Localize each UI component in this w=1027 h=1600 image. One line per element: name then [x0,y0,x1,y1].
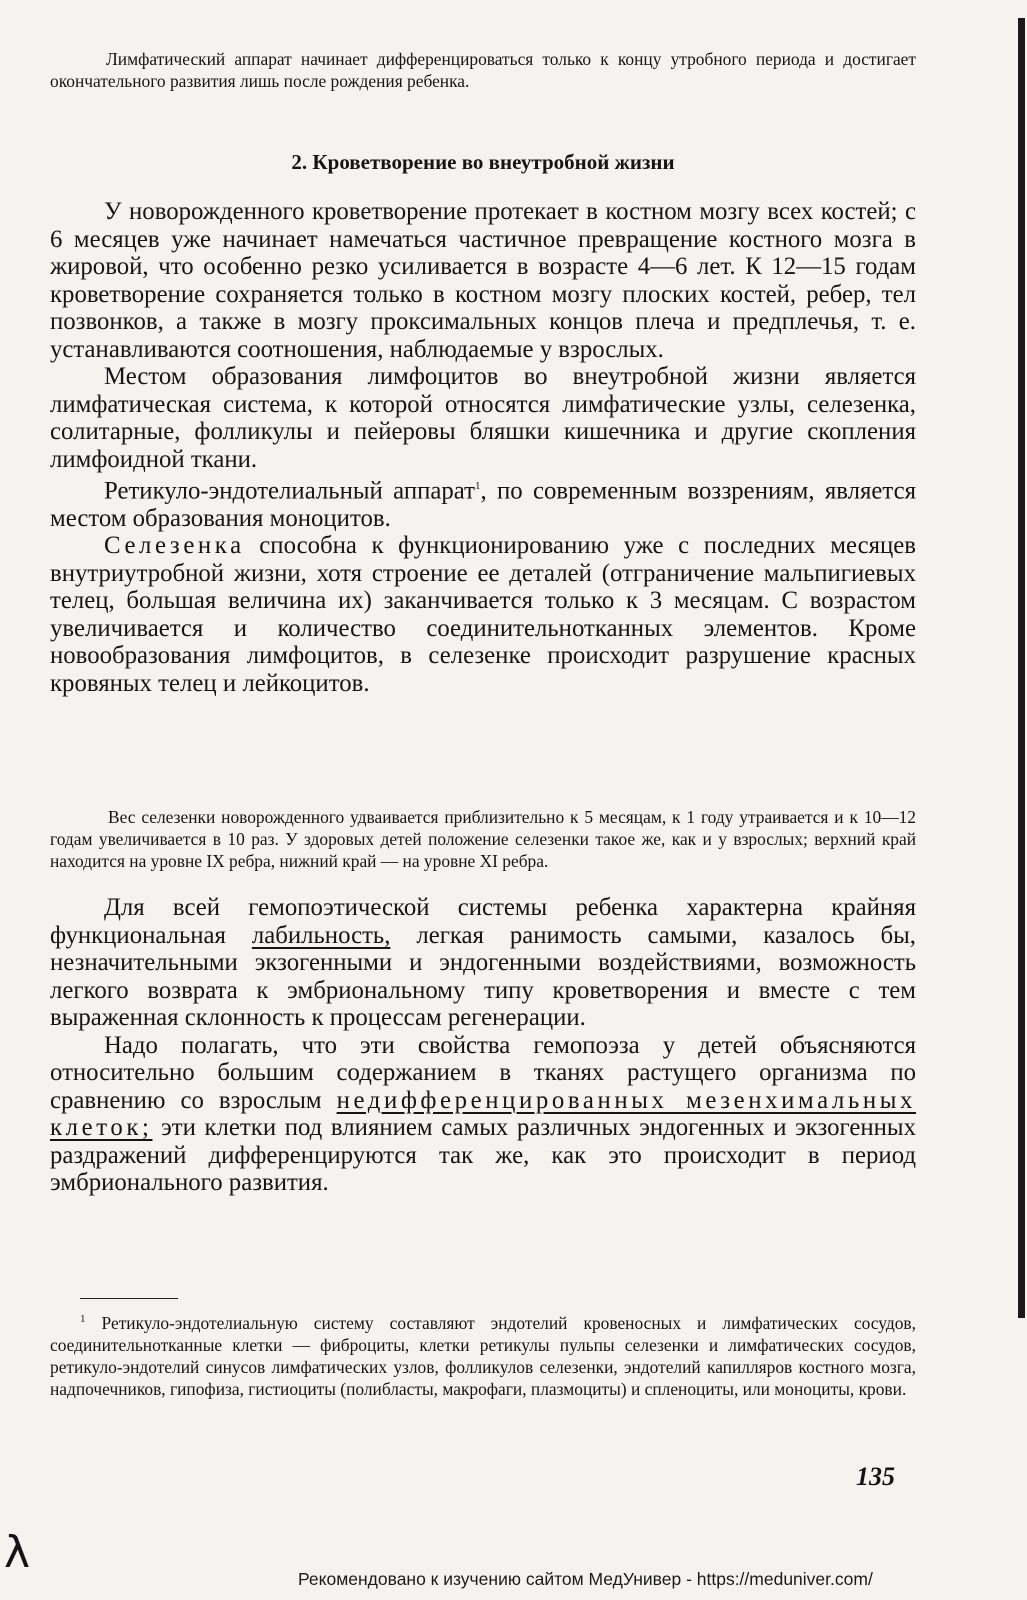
footnote-marker: 1 [80,1313,86,1325]
footnote [50,1308,916,1400]
page-edge-shadow [1018,18,1025,1318]
lability-text-end: легкая ранимость самыми, казалось бы, незначительными экзогенными и эндогенными воздействиями, возможность легкого возврата к эмбриональному типу кроветворения и вместе с тем выраженная склонность к процессам регенерации. [50,921,916,1031]
paragraph-reticulo-endothelial [50,473,916,532]
top-small-print-note: Лимфатический аппарат начинает дифференцироваться только к концу утробного периода и достигает окончательного развития лишь после рождения ребенка. [50,49,916,91]
lability-text-start: Для всей гемопоэтической системы ребенка характерна крайняя функциональная [50,894,916,949]
page-number: 135 [856,1462,895,1491]
footnote-divider [80,1298,178,1299]
mesenchyme-text-end: эти клетки под влиянием самых различных эндогенных и экзогенных раздражений дифференцируются так же, как это происходит в период эмбрионального развития. [50,1114,916,1196]
footnote-reference: 1 [474,480,481,492]
handwritten-corner-mark: λ [4,1527,31,1578]
main-text-block-upper [50,198,916,697]
spleen-text: способна к функционированию уже с последних месяцев внутриутробной жизни, хотя строение ее деталей (отграничение мальпигиевых телец, большая величина их) заканчивается только к 3 месяцам. С возрастом увеличивается и количество соединительнотканных элементов. Кроме новообразования лимфоцитов, в селезенке происходит разрушение красных кровяных телец и лейкоцитов. [50,532,916,697]
main-text-block-lower [50,894,916,1197]
spleen-weight-small-print: Вес селезенки новорожденного удваивается приблизительно к 5 месяцам, к 1 году утраивается и к 10—12 годам увеличивается в 10 раз. У здоровых детей положение селезенки такое же, как и у взрослых; верхний край находится на уровне IX ребра, нижний край — на уровне XI ребра. [50,807,916,871]
reticulo-text-end: , по современным воззрениям, является местом образования моноцитов. [50,477,916,532]
mesenchyme-text-start: Надо полагать, что эти свойства гемопоэза у детей объясняются относительно большим содержанием в тканях растущего организма по сравнению со взрослым [50,1031,916,1114]
paragraph-lymphocytes: Местом образования лимфоцитов во внеутробной жизни является лимфатическая система, к которой относятся лимфатические узлы, селезенка, солитарные, фолликулы и пейеровы бляшки кишечника и другие скопления лимфоидной ткани. [50,363,916,473]
paragraph-spleen [50,532,916,697]
footnote-text: Ретикуло-эндотелиальную систему составляют эндотелий кровеносных и лимфатических сосудов, соединительнотканные клетки — фиброциты, клетки ретикулы пульпы селезенки и лимфатических сосудов, ретикуло-эндотелий синусов лимфатических узлов, фолликулов селезенки, эндотелий капилляров костного мозга, надпочечников, гипофиза, гистиоциты (полибласты, макрофаги, плазмоциты) и спленоциты, или моноциты, крови. [50,1312,916,1399]
spaced-term-spleen: Селезенка [104,532,245,560]
section-heading: 2. Кроветворение во внеутробной жизни [291,150,675,174]
paragraph-lability [50,894,916,1032]
site-watermark: Рекомендовано к изучению сайтом МедУнивер - https://meduniver.com/ [298,1569,873,1589]
paragraph-bone-marrow: У новорожденного кроветворение протекает в костном мозгу всех костей; с 6 месяцев уже начинает намечаться частичное превращение костного мозга в жировой, что особенно резко усиливается в возрасте 4—6 лет. К 12—15 годам кроветворение сохраняется только в костном мозгу плоских костей, ребер, тел позвонков, а также в мозгу проксимальных концов плеча и предплечья, т. е. устанавливаются соотношения, наблюдаемые у взрослых. [50,198,916,363]
underlined-term-lability: лабильность, [251,921,391,949]
paragraph-mesenchyme [50,1032,916,1197]
underlined-term-mesenchymal-cells: недифференцированных мезенхимальных клеток; [50,1086,916,1141]
reticulo-text-start: Ретикуло-эндотелиальный аппарат [104,477,475,505]
